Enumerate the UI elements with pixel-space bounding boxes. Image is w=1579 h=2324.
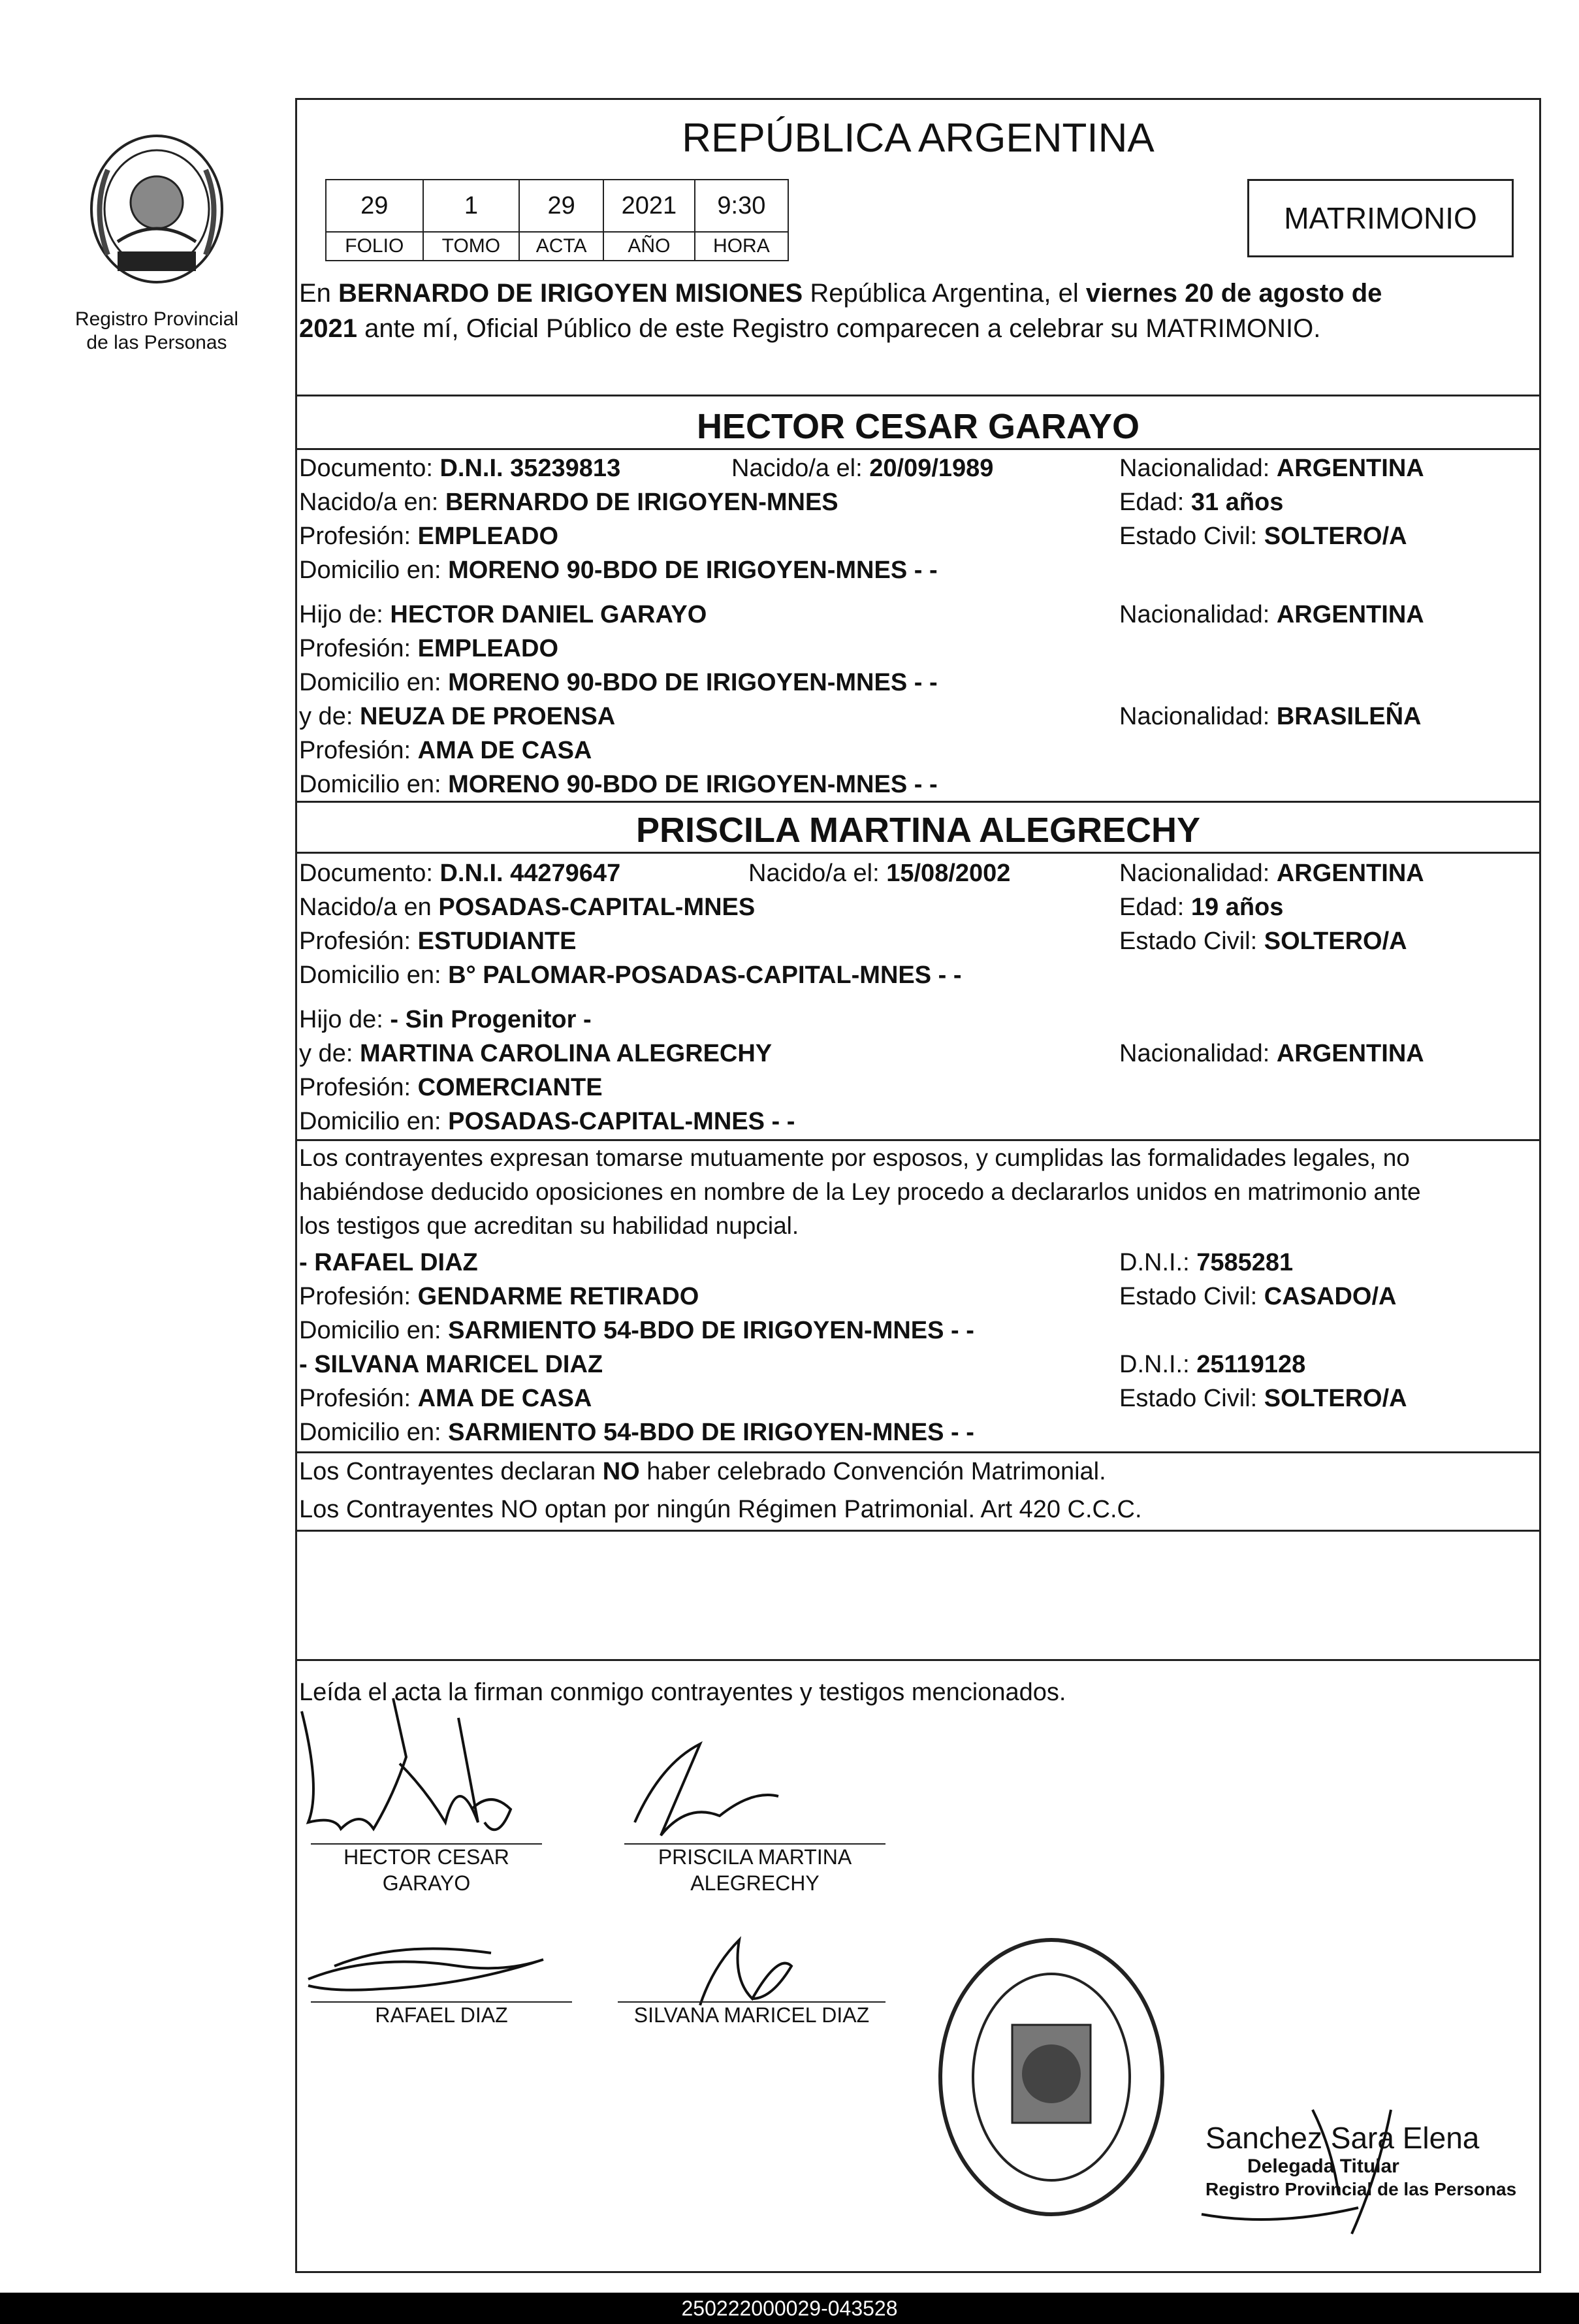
anio-value: 2021 (603, 180, 695, 232)
official-role: Delegada Titular (1247, 2155, 1399, 2177)
convention-line2: Los Contrayentes NO optan por ningún Régimen Patrimonial. Art 420 C.C.C. (299, 1496, 1142, 1523)
declaration-line2: habiéndose deducido oposiciones en nombre de la Ley procedo a declararlos unidos en matrimonio ante (299, 1178, 1421, 1205)
acta-value: 29 (519, 180, 603, 232)
signature-label-4: SILVANA MARICEL DIAZ (633, 2003, 870, 2027)
declaration-line1: Los contrayentes expresan tomarse mutuamente por esposos, y cumplidas las formalidades legales, no (299, 1144, 1410, 1171)
intro-paragraph: En BERNARDO DE IRIGOYEN MISIONES República Argentina, el viernes 20 de agosto de 2021 ante mí, Oficial Público de este Registro comparecen a celebrar su MATRIMONIO. (299, 279, 1382, 343)
folio-label: FOLIO (326, 232, 423, 261)
signature-label-1a: HECTOR CESAR (343, 1845, 509, 1869)
folio-value: 29 (326, 180, 423, 232)
official-name: Sanchez Sara Elena (1205, 2121, 1480, 2155)
signature-label-2a: PRISCILA MARTINA (658, 1845, 852, 1869)
tomo-label: TOMO (423, 232, 520, 261)
signature-label-1b: GARAYO (382, 1871, 471, 1895)
declaration-line3: los testigos que acreditan su habilidad nupcial. (299, 1212, 799, 1239)
spouse2-name: PRISCILA MARTINA ALEGRECHY (636, 811, 1200, 850)
closing-text: Leída el acta la firman conmigo contrayentes y testigos mencionados. (299, 1679, 1066, 1706)
registry-name-line1: Registro Provincial (74, 308, 239, 330)
hora-value: 9:30 (695, 180, 788, 232)
acta-label: ACTA (519, 232, 603, 261)
footer-code: 250222000029-043528 (0, 2293, 1579, 2324)
signature-label-2b: ALEGRECHY (690, 1871, 820, 1895)
hora-label: HORA (695, 232, 788, 261)
signature-label-3: RAFAEL DIAZ (375, 2003, 508, 2027)
registry-name-line2: de las Personas (86, 332, 227, 353)
anio-label: AÑO (603, 232, 695, 261)
official-office: Registro Provincial de las Personas (1205, 2179, 1517, 2199)
tomo-value: 1 (423, 180, 520, 232)
record-type-box: MATRIMONIO (1247, 179, 1514, 257)
document-title: REPÚBLICA ARGENTINA (682, 116, 1155, 161)
registry-seal-logo (78, 131, 235, 300)
record-meta-table (325, 179, 789, 260)
spouse1-name: HECTOR CESAR GARAYO (696, 407, 1140, 446)
official-oval-stamp (927, 1927, 1175, 2227)
